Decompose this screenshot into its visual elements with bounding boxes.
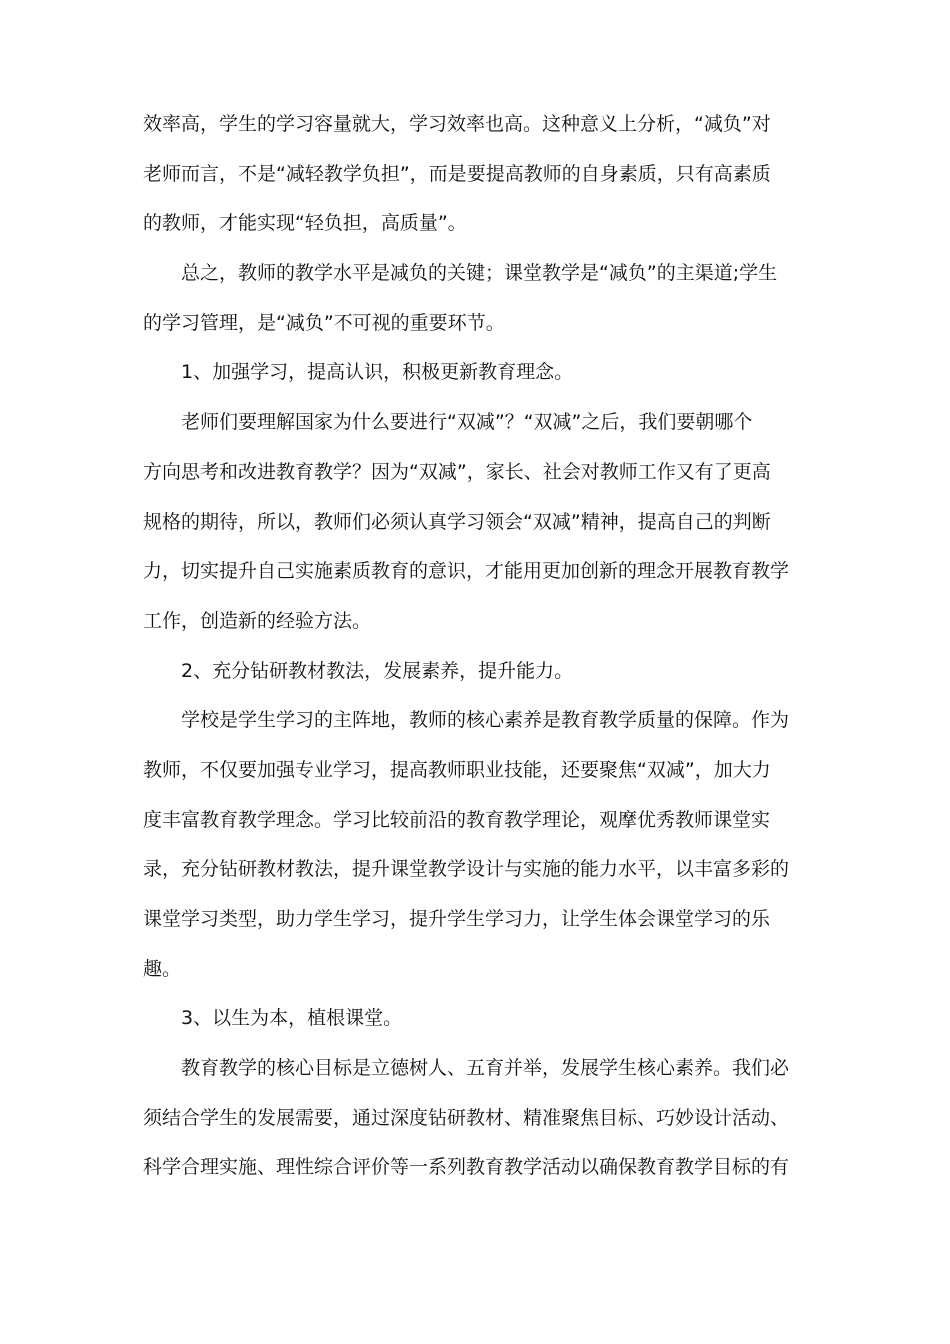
section-heading-1: 1、加强学习，提高认识，积极更新教育理念。 bbox=[181, 361, 574, 384]
text-line: 课堂学习类型，助力学生学习，提升学生学习力，让学生体会课堂学习的乐 bbox=[143, 908, 771, 930]
text-line: 的教师，才能实现“轻负担，高质量”。 bbox=[143, 212, 467, 235]
text-line: 科学合理实施、理性综合评价等一系列教育教学活动以确保教育教学目标的有 bbox=[143, 1156, 790, 1179]
text-line: 力，切实提升自己实施素质教育的意识，才能用更加创新的理念开展教育教学 bbox=[143, 560, 790, 583]
text-line: 老师而言，不是“减轻教学负担”，而是要提高教师的自身素质，只有高素质 bbox=[143, 162, 771, 185]
text-line: 方向思考和改进教育教学？因为“双减”，家长、社会对教师工作又有了更高 bbox=[143, 460, 771, 483]
text-line: 度丰富教育教学理念。学习比较前沿的教育教学理论，观摩优秀教师课堂实 bbox=[143, 808, 771, 831]
text-line: 规格的期待，所以，教师们必须认真学习领会“双减”精神，提高自己的判断 bbox=[143, 510, 771, 533]
text-line: 须结合学生的发展需要，通过深度钻研教材、精准聚焦目标、巧妙设计活动、 bbox=[143, 1106, 790, 1129]
text-line: 工作，创造新的经验方法。 bbox=[143, 609, 372, 632]
paragraph-start-line: 总之，教师的教学水平是减负的关键；课堂教学是“减负”的主渠道;学生 bbox=[181, 262, 778, 285]
text-line: 的学习管理，是“减负”不可视的重要环节。 bbox=[143, 311, 505, 334]
text-line: 教师，不仅要加强专业学习，提高教师职业技能，还要聚焦“双减”，加大力 bbox=[143, 758, 771, 781]
document-body bbox=[143, 100, 808, 1193]
paragraph-start-line: 老师们要理解国家为什么要进行“双减”？“双减”之后，我们要朝哪个 bbox=[181, 411, 753, 434]
paragraph-start-line: 学校是学生学习的主阵地，教师的核心素养是教育教学质量的保障。作为 bbox=[181, 709, 790, 732]
section-heading-2: 2、充分钻研教材教法，发展素养，提升能力。 bbox=[181, 659, 574, 682]
text-line: 趣。 bbox=[143, 957, 182, 980]
text-line: 录，充分钻研教材教法，提升课堂教学设计与实施的能力水平，以丰富多彩的 bbox=[143, 858, 790, 881]
text-line: 效率高，学生的学习容量就大，学习效率也高。这种意义上分析，“减负”对 bbox=[143, 113, 771, 135]
section-heading-3: 3、以生为本，植根课堂。 bbox=[181, 1007, 403, 1030]
paragraph-start-line: 教育教学的核心目标是立德树人、五育并举，发展学生核心素养。我们必 bbox=[181, 1057, 790, 1080]
